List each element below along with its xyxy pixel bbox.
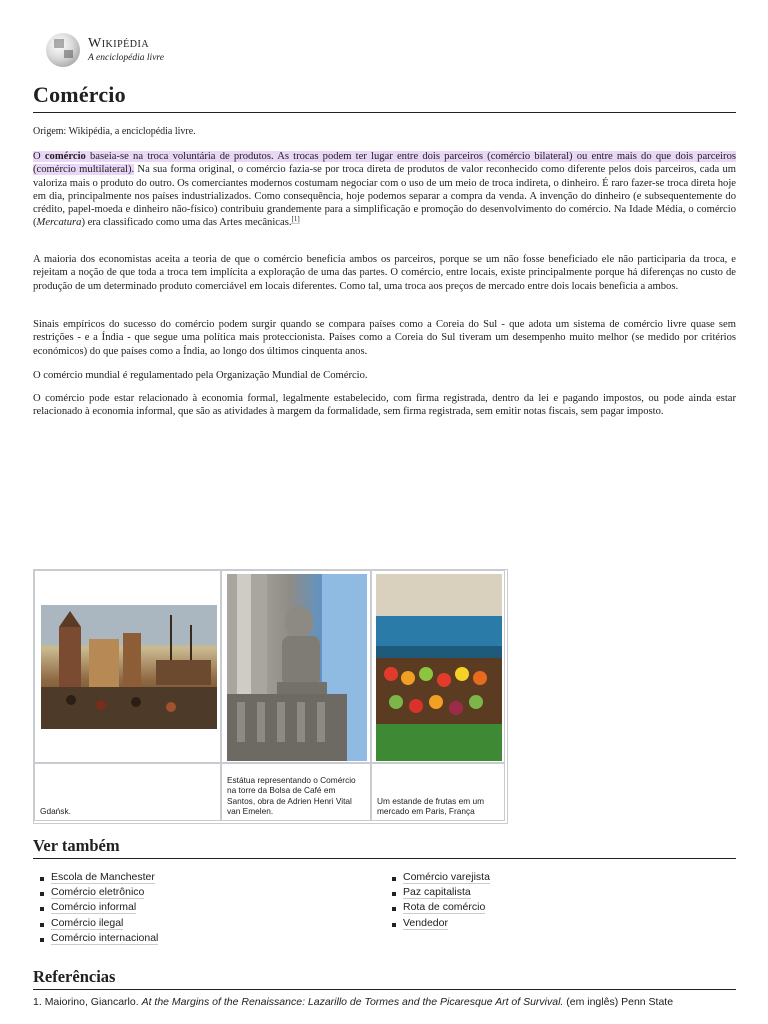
page-title: Comércio	[33, 82, 126, 107]
gallery-image-cell-statue[interactable]	[221, 570, 371, 763]
p1-text-f: ) era classificado como uma das Artes mecânicas.	[81, 217, 292, 229]
reference-item	[33, 996, 736, 1008]
logo-name: Wikipédia	[88, 35, 150, 51]
reference-link-1[interactable]: [1]	[291, 214, 300, 223]
p1-italic-term: Mercatura	[36, 217, 82, 229]
see-also-link[interactable]: Comércio varejista	[403, 871, 490, 883]
reference-details: (em inglês) Penn State	[563, 996, 674, 1008]
paragraph-3: Sinais empíricos do sucesso do comércio podem surgir quando se compara países como a Coreia do Sul - que adota um sistema de comércio livre quase sem restrições - e a Índia - que segue uma política mais proteccionista. Países como a Coreia do Sul tiveram um desempenho muito melhor (se medido por critérios económicos) do que países como a Índia, ao longo dos últimos cinquenta anos.	[33, 319, 736, 357]
see-also-list-left	[33, 870, 158, 946]
paragraph-5: O comércio pode estar relacionado à economia formal, legalmente estabelecido, com firma registrada, dentro da lei e pagando impostos, ou pode ainda estar relacionado à economia informal, que são as atividades à margem da formalidade, sem firma registrada, sem emitir notas fiscais, sem pagar imposto.	[33, 393, 736, 418]
p1-text-c: baseia-se na troca voluntária de produtos. As trocas podem ter lugar entre dois parceiros (comércio bilateral) ou entre mais do que dois parceiros (comércio multilateral).	[33, 151, 736, 176]
wikipedia-logo[interactable]	[46, 32, 164, 68]
see-also-link[interactable]: Comércio ilegal	[51, 916, 124, 929]
reference-title: At the Margins of the Renaissance: Lazarillo de Tormes and the Picaresque Art of Survival.	[141, 996, 564, 1008]
see-also-item	[33, 885, 158, 900]
see-also-item	[33, 900, 158, 915]
see-also-link[interactable]: Vendedor	[403, 916, 448, 929]
see-also-heading: Ver também	[33, 836, 120, 855]
see-also-divider	[33, 858, 736, 859]
gallery-caption-statue	[221, 763, 371, 821]
see-also-item	[33, 931, 158, 946]
see-also-link[interactable]: Paz capitalista	[403, 886, 471, 899]
see-also-item	[385, 900, 490, 915]
references-divider	[33, 989, 736, 990]
p1-text-a: O	[33, 151, 45, 162]
title-divider	[33, 112, 736, 113]
gallery-caption-fruit-stand	[371, 763, 505, 821]
intro-paragraph	[33, 150, 736, 230]
see-also-list-right	[385, 870, 490, 931]
gallery-image-cell-gdansk[interactable]	[34, 570, 221, 763]
reference-number: 1.	[33, 996, 45, 1008]
see-also-item	[33, 916, 158, 931]
image-gallery	[33, 569, 508, 824]
see-also-item	[385, 916, 490, 931]
caption-text-fruit-stand: Um estande de frutas em um mercado em Paris, França	[377, 795, 484, 816]
see-also-link[interactable]: Comércio internacional	[51, 931, 159, 944]
gallery-image-cell-fruit-stand[interactable]	[371, 570, 505, 763]
gdansk-painting-image[interactable]	[41, 605, 217, 729]
see-also-link[interactable]: Comércio informal	[51, 901, 137, 914]
see-also-item	[385, 885, 490, 900]
caption-text-gdansk: Gdańsk.	[40, 805, 71, 816]
wikipedia-wordmark	[88, 37, 164, 64]
gallery-caption-gdansk	[34, 763, 221, 821]
see-also-item	[385, 870, 490, 885]
paragraph-2: A maioria dos economistas aceita a teoria de que o comércio beneficia ambos os parceiros, porque se um não fosse beneficiado ele não participaria da troca, e rejeitam a noção de que toda a troca tem implícita a exploração de uma das partes. O comércio, entre locais, existe principalmente porque há diferenças no custo de produção de um determinado produto comerciável em locais diferentes. Como tal, uma troca aos preços de mercado entre dois locais beneficia a ambos.	[33, 254, 736, 292]
origin-note: Origem: Wikipédia, a enciclopédia livre.	[33, 126, 196, 137]
references-heading: Referências	[33, 967, 116, 986]
see-also-link[interactable]: Comércio eletrônico	[51, 886, 145, 899]
see-also-link[interactable]: Escola de Manchester	[51, 871, 155, 883]
caption-text-statue: Estátua representando o Comércio na torre da Bolsa de Café em Santos, obra de Adrien Henri Vital van Emelen.	[227, 775, 356, 816]
see-also-item	[33, 870, 158, 885]
see-also-link[interactable]: Rota de comércio	[403, 901, 486, 914]
wikipedia-globe-icon	[46, 33, 80, 67]
p1-bold-term: comércio	[44, 151, 86, 162]
logo-tagline: A enciclopédia livre	[88, 52, 164, 63]
reference-author: Maiorino, Giancarlo.	[44, 996, 142, 1008]
commerce-statue-image[interactable]	[227, 574, 367, 761]
p1-text-d: Na sua forma original, o comércio fazia-se por troca direta de produtos de valor reconhecido como diferente pelos dois parceiros, cada um valoriza mais o produto do outro. Os comerciantes modernos costumam negociar com o uso de um meio de troca indireta, o dinheiro. É raro fazer-se troca direta hoje em dia, principalmente nos países industrializados. Como consequência, hoje podemos separar a compra da venda. A invenção do dinheiro (e subsequentemente do crédito, papel-moeda e dinheiro não-físico) contribuiu grandemente para a simplificação e promoção do desenvolvimento do comércio. Na Idade Média, o comércio (	[33, 164, 736, 229]
fruit-stand-image[interactable]	[376, 574, 502, 761]
paragraph-4: O comércio mundial é regulamentado pela Organização Mundial de Comércio.	[33, 370, 368, 381]
